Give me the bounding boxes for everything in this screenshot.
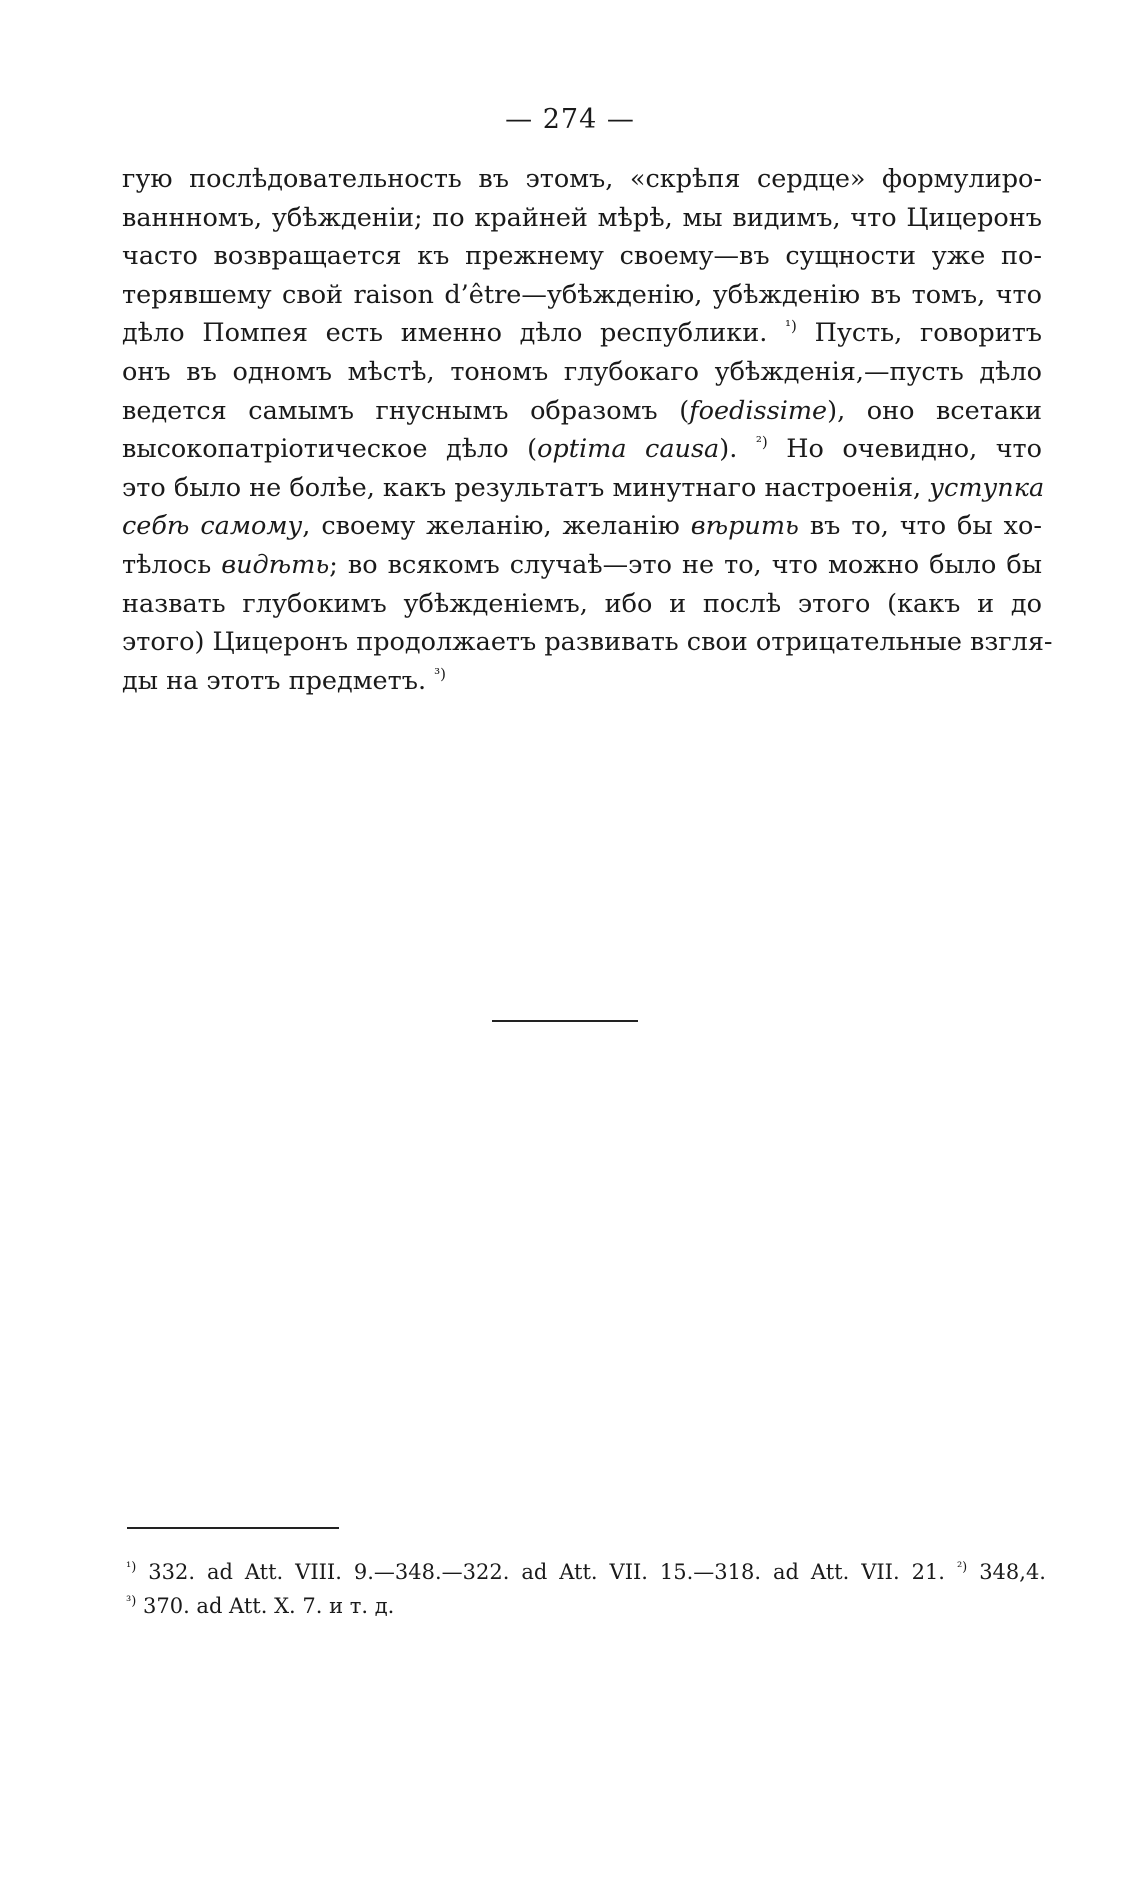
footnote-mark: ³): [126, 1594, 137, 1609]
footnote-text: 348,4.: [979, 1560, 1046, 1584]
emphasis: себѣ самому: [122, 511, 303, 542]
emphasis: видѣть: [221, 549, 330, 580]
text-fragment: ; во всякомъ случаѣ—это не то, что можно было бы: [329, 549, 1042, 580]
text-line: [122, 430, 1042, 469]
section-divider: [492, 1020, 638, 1022]
footnote-mark: ¹): [126, 1560, 137, 1575]
text-fragment: высокопатріотическое дѣло (: [122, 434, 538, 465]
page-number: — 274 —: [505, 104, 635, 135]
text-line: терявшему свой raison d’être—убѣжденію, убѣжденію въ томъ, что: [122, 279, 1042, 310]
footnote-mark: ²): [956, 1560, 968, 1575]
footnote-line: [126, 1589, 1046, 1623]
text-fragment: ведется самымъ гнуснымъ образомъ (: [122, 395, 690, 426]
latin-term: foedissime: [689, 395, 828, 426]
text-fragment: въ то, что бы хо-: [798, 511, 1042, 542]
footnote-ref-2: ²): [755, 433, 768, 452]
text-line: этого) Цицеронъ продолжаетъ развивать свои отрицательные взгля-: [122, 627, 1053, 658]
text-line: [122, 662, 1042, 701]
emphasis: уступка: [929, 472, 1045, 503]
footnotes: [126, 1555, 1046, 1623]
latin-term: optima causa: [537, 434, 720, 465]
text-line: гую послѣдовательность въ этомъ, «скрѣпя сердце» формулиро-: [122, 164, 1042, 194]
text-line: назвать глубокимъ убѣжденіемъ, ибо и послѣ этого (какъ и до: [122, 588, 1042, 619]
footnote-ref-3: ³): [434, 664, 447, 683]
text-line: [122, 546, 1042, 585]
footnote-divider: [127, 1527, 339, 1529]
text-fragment: ды на этотъ предметъ.: [122, 665, 427, 696]
text-fragment: ).: [719, 434, 738, 465]
text-fragment: , своему желанію, желанію: [302, 511, 691, 542]
text-fragment: дѣло Помпея есть именно дѣло республики.: [122, 318, 768, 349]
emphasis: вѣрить: [690, 511, 799, 542]
text-line: [122, 507, 1042, 546]
main-text: [122, 160, 1053, 700]
text-fragment: это было не болѣе, какъ результатъ минутнаго настроенія,: [122, 472, 930, 503]
text-line: [122, 314, 1042, 353]
text-line: [122, 392, 1042, 431]
text-fragment: тѣлось: [122, 549, 222, 580]
text-line: онъ въ одномъ мѣстѣ, тономъ глубокаго убѣжденія,—пусть дѣло: [122, 356, 1042, 387]
text-fragment: Но очевидно, что: [786, 434, 1043, 465]
footnote-text: 370. ad Att. X. 7. и т. д.: [142, 1594, 395, 1618]
footnote-ref-1: ¹): [785, 317, 797, 336]
text-line: часто возвращается къ прежнему своему—въ сущности уже по-: [122, 241, 1042, 272]
text-fragment: ), оно всетаки: [827, 395, 1042, 426]
text-fragment: Пусть, говоритъ: [814, 318, 1043, 349]
footnote-line: [126, 1555, 1046, 1589]
footnote-text: 332. ad Att. VIII. 9.—348.—322. ad Att. VII. 15.—318. ad Att. VII. 21.: [148, 1560, 945, 1584]
text-line: [122, 469, 1045, 508]
text-line: ваннномъ, убѣжденіи; по крайней мѣрѣ, мы видимъ, что Цицеронъ: [122, 202, 1042, 233]
